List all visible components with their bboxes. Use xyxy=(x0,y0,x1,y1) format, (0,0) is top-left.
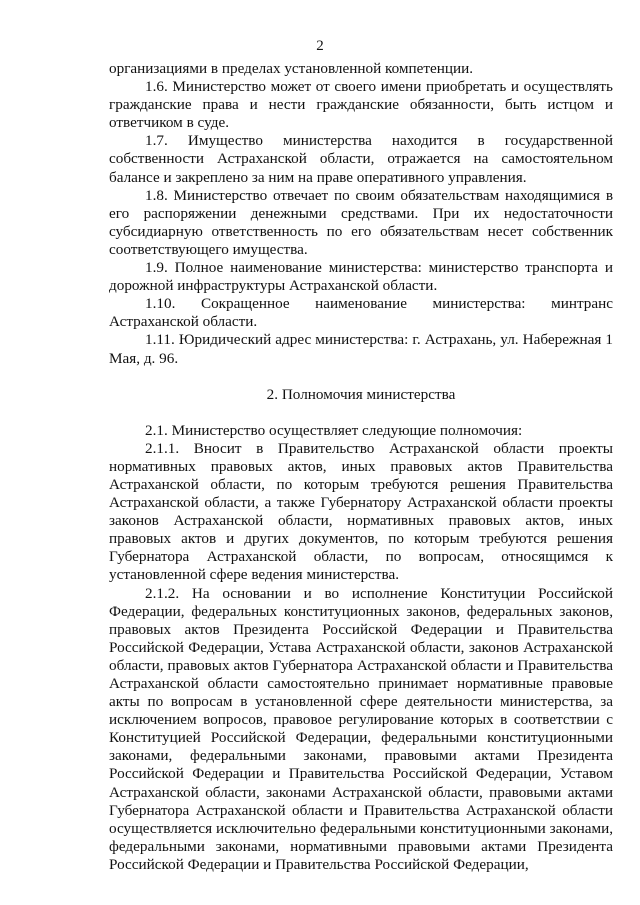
paragraph-1-7: 1.7. Имущество министерства находится в государственной собственности Астраханской области, отражается на самостоятельном балансе и закреплено за ним на праве оперативного управления. xyxy=(109,132,613,186)
paragraph-continuation: организациями в пределах установленной компетенции. xyxy=(109,60,474,77)
paragraph-1-9: 1.9. Полное наименование министерства: министерство транспорта и дорожной инфраструктуры Астраханской области. xyxy=(109,259,613,295)
section-heading: 2. Полномочия министерства xyxy=(266,385,456,403)
paragraph-1-11: 1.11. Юридический адрес министерства: г. Астрахань, ул. Набережная 1 Мая, д. 96. xyxy=(109,331,613,367)
paragraph-1-10: 1.10. Сокращенное наименование министерства: минтранс Астраханской области. xyxy=(109,295,613,331)
paragraph-2-1-2: 2.1.2. На основании и во исполнение Конституции Российской Федерации, федеральных конституционных законов, федеральных законов, правовых актов Президента Российской Федерации и Правительства Российской Федерации, Устава Астраханской области, законов Астраханской области, правовых актов Губернатора Астраханской области и Правительства Астраханской области самостоятельно принимает нормативные правовые акты по вопросам в установленной сфере деятельности министерства, за исключением вопросов, правовое регулирование которых в соответствии с Конституцией Российской Федерации, федеральными конституционными законами, федеральными законами, правовыми актами Президента Российской Федерации и Правительства Российской Федерации, Уставом Астраханской области, законами Астраханской области, правовыми актами Губернатора Астраханской области и Правительства Астраханской области осуществляется исключительно федеральными конституционными законами, федеральными законами, нормативными правовыми актами Президента Российской Федерации и Правительства Российской Федерации, xyxy=(109,584,613,873)
paragraph-2-1-1: 2.1.1. Вносит в Правительство Астраханской области проекты нормативных правовых актов, иных правовых актов Правительства Астраханской области, по которым требуются решения Правительства Астраханской области, а также Губернатору Астраханской области проекты законов Астраханской области, нормативных правовых актов, иных правовых актов и других документов, по которым требуются решения Губернатора Астраханской области, по вопросам, относящимся к установленной сфере ведения министерства. xyxy=(109,439,613,584)
paragraph-2-1: 2.1. Министерство осуществляет следующие полномочия: xyxy=(145,421,523,439)
paragraph-1-6: 1.6. Министерство может от своего имени приобретать и осуществлять гражданские права и нести гражданские обязанности, быть истцом и ответчиком в суде. xyxy=(109,78,613,132)
paragraph-1-8: 1.8. Министерство отвечает по своим обязательствам находящимися в его распоряжении денежными средствами. При их недостаточности субсидиарную ответственность по его обязательствам несет собственник соответствующего имущества. xyxy=(109,186,613,258)
document-body xyxy=(109,60,613,874)
page-number: 2 xyxy=(316,38,324,54)
